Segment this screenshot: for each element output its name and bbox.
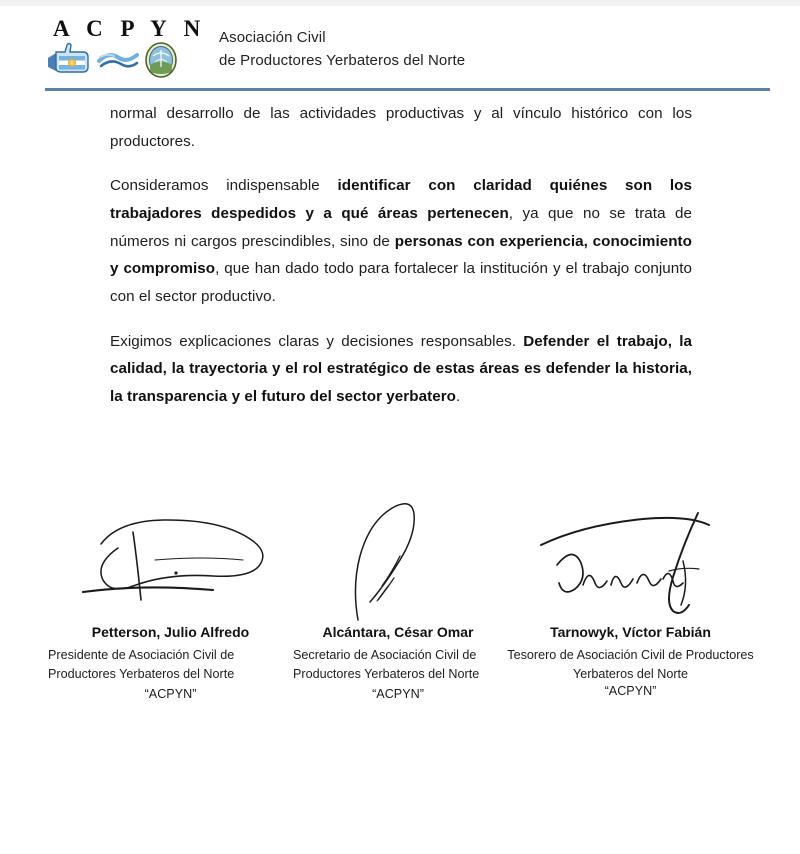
signature-area xyxy=(48,495,760,701)
handwritten-signature-ink xyxy=(293,495,503,623)
acpyn-wordmark: A C P Y N xyxy=(53,16,207,41)
text-run: normal desarrollo de las actividades productivas y al vínculo histórico con los productores. xyxy=(110,105,692,150)
org-name-line-2: de Productores Yerbateros del Norte xyxy=(219,52,466,70)
emphasis-run: Defender el trabajo, la calidad, la trayectoria y el rol estratégico de estas áreas es defender la historia, la transparencia y el futuro del sector yerbatero xyxy=(110,332,693,405)
text-run: Consideramos indispensable xyxy=(110,177,338,195)
text-run: . xyxy=(455,387,461,405)
emphasis-run: personas con experiencia, conocimiento y compromiso xyxy=(110,232,692,278)
argentina-flag-hand-icon xyxy=(45,41,93,84)
signature-block xyxy=(48,495,293,701)
signature-block xyxy=(293,495,503,701)
text-run: Exigimos explicaciones claras y decisiones responsables. xyxy=(110,332,524,350)
organization-name xyxy=(207,14,465,73)
signatory-role: Presidente de Asociación Civil de Productores Yerbateros del Norte xyxy=(48,648,235,682)
signatory-org-quote: “ACPYN” xyxy=(144,687,197,702)
signatory-role: Secretario de Asociación Civil de Productores Yerbateros del Norte xyxy=(293,648,480,682)
handwritten-signature-ink xyxy=(503,495,758,623)
text-run: , que han dado todo para fortalecer la institución y el trabajo conjunto con el sector productivo. xyxy=(110,260,692,305)
top-edge-band xyxy=(0,0,800,6)
signatory-org-quote: “ACPYN” xyxy=(372,687,424,702)
letterhead xyxy=(45,14,770,86)
signatory-role: Tesorero de Asociación Civil de Productores Yerbateros del Norte xyxy=(507,648,754,682)
signatory-name: Tarnowyk, Víctor Fabián xyxy=(550,624,711,640)
blue-swoosh-icon xyxy=(97,45,139,80)
letterhead-divider xyxy=(45,88,770,91)
signatory-org-quote: “ACPYN” xyxy=(604,684,657,699)
brand-mark xyxy=(45,14,207,82)
emphasis-run: identificar con claridad quiénes son los trabajadores despedidos y a qué áreas pertenecen xyxy=(110,177,692,222)
signature-block xyxy=(503,495,758,698)
signatory-name: Alcántara, César Omar xyxy=(322,624,474,640)
paragraph xyxy=(110,172,692,310)
circular-seal-emblem-icon xyxy=(143,41,179,84)
signatory-name: Petterson, Julio Alfredo xyxy=(91,624,250,640)
emblem-row xyxy=(45,42,207,82)
paragraph xyxy=(110,100,692,155)
text-run: , ya que no se trata de números ni cargos prescindibles, sino de xyxy=(110,204,692,250)
org-name-line-1: Asociación Civil xyxy=(219,29,326,46)
document-body xyxy=(110,100,692,411)
paragraph xyxy=(110,328,692,411)
handwritten-signature-ink xyxy=(48,495,293,623)
